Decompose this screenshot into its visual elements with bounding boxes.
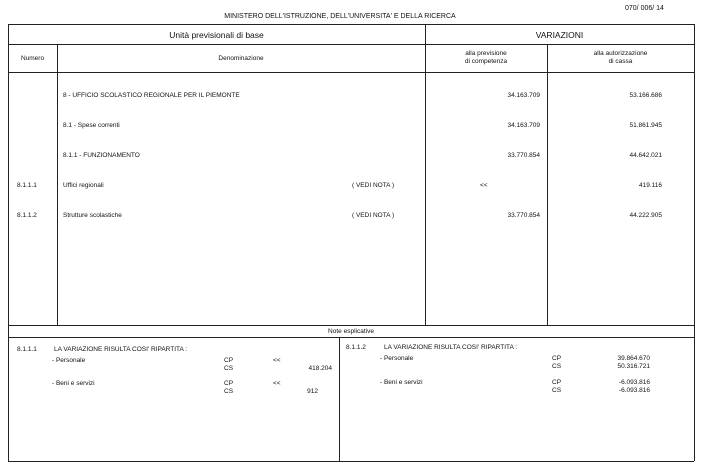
row-competenza: 34.163.709 (507, 92, 540, 99)
row-cassa: 44.222.905 (629, 212, 662, 219)
note-line-value: 50.316.721 (617, 363, 650, 370)
note-line-code: CP (552, 355, 562, 362)
note-group-label: - Personale (380, 355, 414, 362)
note-line-code: CP (224, 380, 234, 387)
row-competenza: 33.770.854 (507, 152, 540, 159)
row-nota: ( VEDI NOTA ) (352, 182, 395, 189)
row-denominazione: Uffici regionali (63, 182, 104, 189)
note-group-label: - Beni e servizi (380, 379, 423, 386)
variazioni-header: VARIAZIONI (535, 30, 584, 40)
row-competenza: 33.770.854 (507, 212, 540, 219)
numero-header: Numero (20, 55, 45, 62)
note-line-code: CS (552, 387, 562, 394)
note-line-value: -6.093.816 (618, 379, 650, 386)
row-cassa: 44.642.021 (629, 152, 662, 159)
competenza-header: alla previsione di competenza (464, 50, 508, 65)
note-line-value: -6.093.816 (618, 387, 650, 394)
note-group-label: - Personale (52, 357, 86, 364)
note-line-value: 39.864.670 (617, 355, 650, 362)
note-heading: LA VARIAZIONE RISULTA COSI' RIPARTITA : (384, 344, 518, 351)
row-denominazione: Strutture scolastiche (63, 212, 122, 219)
ministry-title: MINISTERO DELL'ISTRUZIONE, DELL'UNIVERSITA' E DELLA RICERCA (224, 13, 456, 20)
row-competenza: 34.163.709 (507, 122, 540, 129)
note-line-value: << (273, 380, 281, 387)
row-cassa: 51.861.945 (629, 122, 662, 129)
note-line-value: << (273, 357, 281, 364)
row-competenza: << (480, 182, 488, 189)
document-code: 070/ 006/ 14 (625, 5, 664, 12)
row-numero: 8.1.1.2 (17, 212, 37, 219)
unita-header: Unità previsionali di base (169, 30, 264, 40)
denominazione-header: Denominazione (218, 55, 264, 62)
note-line-value: 912 (307, 388, 318, 395)
row-cassa: 419.116 (638, 182, 662, 189)
note-heading: LA VARIAZIONE RISULTA COSI' RIPARTITA : (54, 346, 188, 353)
note-numero: 8.1.1.2 (346, 344, 366, 351)
row-denominazione: 8.1.1 - FUNZIONAMENTO (63, 152, 140, 159)
note-line-code: CS (224, 365, 234, 372)
row-denominazione: 8 - UFFICIO SCOLASTICO REGIONALE PER IL PIEMONTE (63, 92, 240, 99)
note-line-code: CS (552, 363, 562, 370)
note-line-code: CP (224, 357, 234, 364)
note-line-value: 418.204 (308, 365, 332, 372)
note-line-code: CP (552, 379, 562, 386)
row-denominazione: 8.1 - Spese correnti (63, 122, 120, 129)
note-numero: 8.1.1.1 (17, 346, 37, 353)
row-cassa: 53.166.686 (629, 92, 662, 99)
row-numero: 8.1.1.1 (17, 182, 37, 189)
note-group-label: - Beni e servizi (52, 380, 95, 387)
row-nota: ( VEDI NOTA ) (352, 212, 395, 219)
note-line-code: CS (224, 388, 234, 395)
notes-title: Note esplicative (328, 328, 374, 335)
cassa-header: alla autorizzazione di cassa (593, 50, 648, 65)
